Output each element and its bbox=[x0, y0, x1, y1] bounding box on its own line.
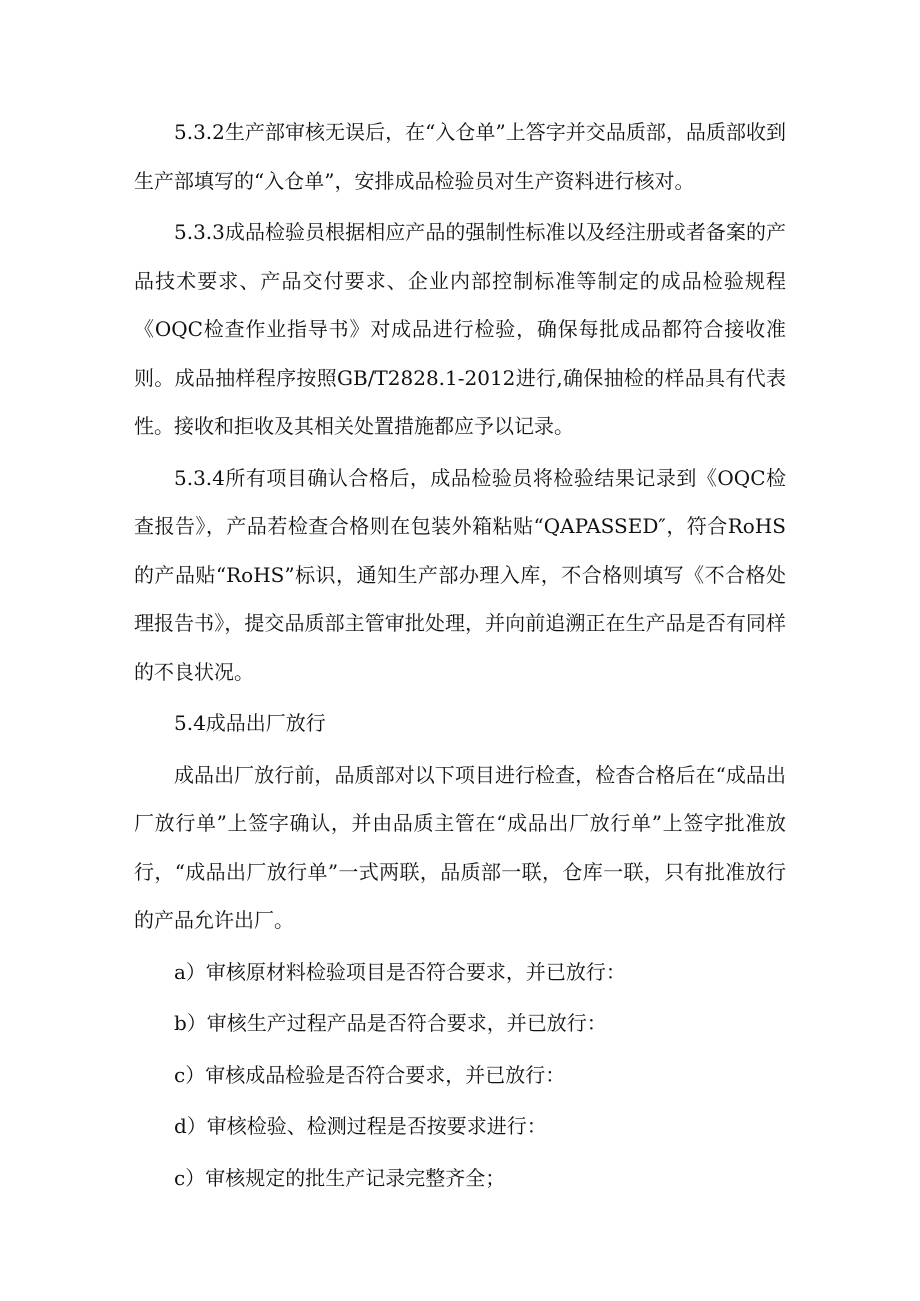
section-heading-5-4: 5.4成品出厂放行 bbox=[174, 711, 326, 735]
list-item-b: b）审核生产过程产品是否符合要求，并已放行： bbox=[174, 1011, 607, 1035]
paragraph-release-intro: 成品出厂放行前，品质部对以下项目进行检查，检杳合格后在“成品出厂放行单”上签字确认，并由品质主管在“成品出厂放行单”上签字批准放行，“成品出厂放行单”一式两联，品质部一联，仓库一联，只有批准放行的产品允许出厂。 bbox=[134, 762, 786, 932]
list-item-e: c）审核规定的批生产记录完整齐全； bbox=[174, 1165, 506, 1190]
paragraph-5-3-2: 5.3.2生产部审核无误后，在“入仓单”上答字并交品质部，品质部收到生产部填写的“入仓单”，安排成品检验员对生产资料进行核对。 bbox=[134, 120, 786, 193]
paragraph-5-3-4: 5.3.4所有项目确认合格后，成品检验员将检验结果记录到《OQC检查报告》，产品若检查合格则在包装外箱粘贴“QAPASSED″，符合RoHS的产品贴“RoHS”标识，通知生产部办理入库，不合格则填写《不合格处理报告书》，提交品质部主管审批处理，并向前追溯正在生产品是否有同样的不良状况。 bbox=[134, 465, 786, 684]
document-body bbox=[134, 108, 786, 1205]
list-item-d: d）审核检验、检测过程是否按要求进行： bbox=[174, 1114, 547, 1138]
paragraph-5-3-3: 5.3.3成品检验员根据相应产品的强制性标准以及经注册或者备案的产品技术要求、产品交付要求、企业内部控制标准等制定的成品检验规程《OQC检查作业指导书》对成品进行检验，确保每批成品都符合接收准则。成品抽样程序按照GB/T2828.1-2012进行,确保抽检的样品具有代表性。接收和拒收及其相关处置措施都应予以记录。 bbox=[134, 220, 786, 438]
list-item-a: a）审核原材料检验项目是否符合要求，并已放行： bbox=[174, 959, 626, 984]
list-item-c: c）审核成品检验是否符合要求，并已放行： bbox=[174, 1062, 566, 1087]
